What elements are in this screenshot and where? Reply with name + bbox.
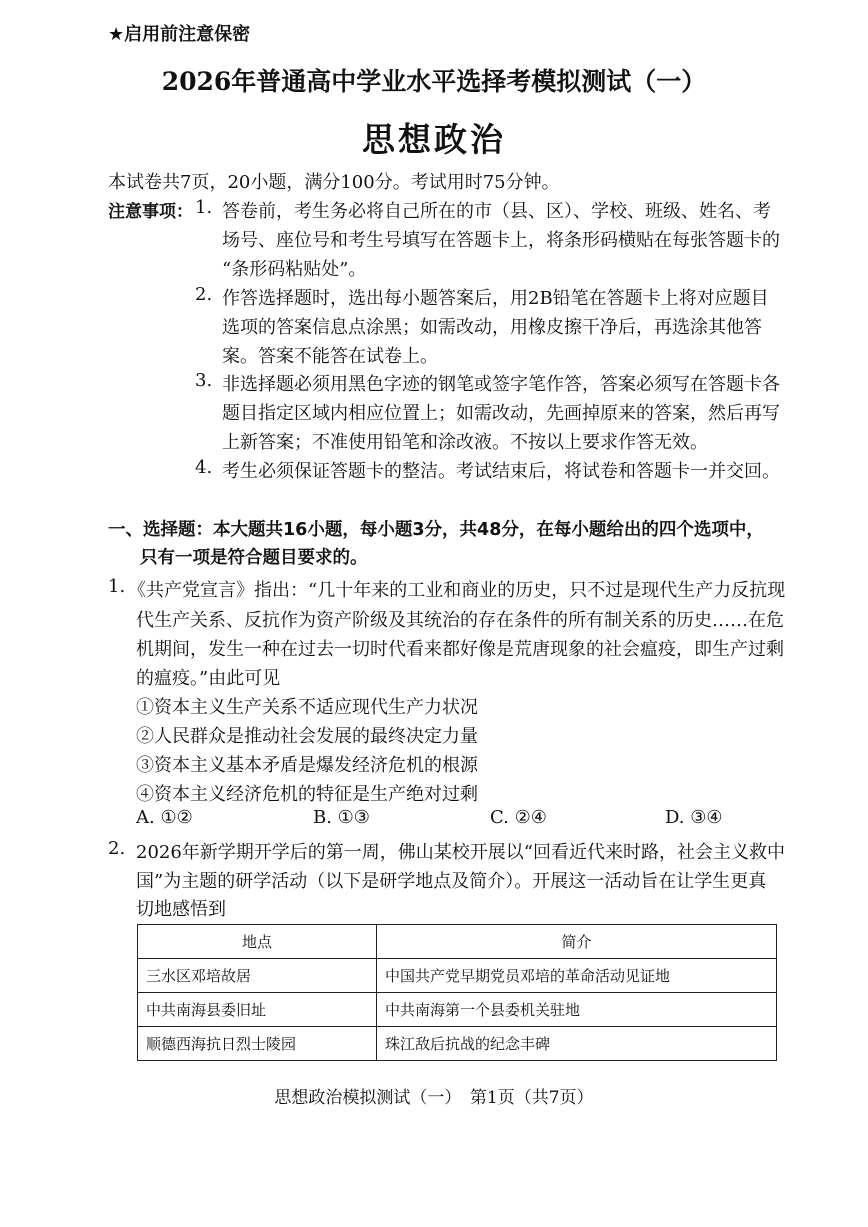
question-text-line: 2026年新学期开学后的第一周，佛山某校开展以“回看近代来时路，社会主义救中: [136, 842, 786, 863]
table-row: [138, 959, 777, 993]
question-text-line: 《共产党宣言》指出：“几十年来的工业和商业的历史，只不过是现代生产力反抗现: [128, 580, 786, 601]
notice-item-line: 非选择题必须用黑色字迹的钢笔或签字笔作答，答案必须写在答题卡各: [222, 374, 780, 395]
section-heading-cont: 只有一项是符合题目要求的。: [140, 548, 368, 568]
question-number: 2.: [108, 838, 126, 859]
answer-option-b: B. ①③: [313, 807, 370, 828]
notice-item-number: 2.: [195, 284, 213, 305]
table-row: [138, 1027, 777, 1061]
notice-label: 注意事项：: [108, 202, 193, 222]
question-text-line: 机期间，发生一种在过去一切时代看来都好像是荒唐现象的社会瘟疫，即生产过剩: [136, 639, 784, 660]
notice-item-line: “条形码粘贴处”。: [222, 259, 367, 280]
answer-option-d: D. ③④: [665, 807, 723, 828]
notice-item-line: 作答选择题时，选出每小题答案后，用2B铅笔在答题卡上将对应题目: [222, 288, 769, 309]
subject-title: 思想政治: [362, 120, 506, 159]
answer-option-c: C. ②④: [490, 807, 547, 828]
question-text-line: 代生产关系、反抗作为资产阶级及其统治的存在条件的所有制关系的历史……在危: [136, 610, 784, 631]
notice-item-line: 考生必须保证答题卡的整洁。考试结束后，将试卷和答题卡一并交回。: [222, 461, 780, 482]
notice-item-line: 选项的答案信息点涂黑；如需改动，用橡皮擦干净后，再选涂其他答: [222, 317, 762, 338]
question-text-line: 国”为主题的研学活动（以下是研学地点及简介）。开展这一活动旨在让学生更真: [136, 871, 767, 892]
notice-item-line: 题目指定区域内相应位置上；如需改动，先画掉原来的答案，然后再写: [222, 403, 780, 424]
notice-item-line: 案。答案不能答在试卷上。: [222, 346, 438, 367]
statement-item: ④资本主义经济危机的特征是生产绝对过剩: [136, 784, 478, 805]
statement-item: ①资本主义生产关系不适应现代生产力状况: [136, 697, 478, 718]
statement-item: ②人民群众是推动社会发展的最终决定力量: [136, 726, 478, 747]
section-heading: 一、选择题：本大题共16小题，每小题3分，共48分，在每小题给出的四个选项中，: [108, 520, 764, 540]
table-cell: 中国共产党早期党员邓培的革命活动见证地: [377, 959, 777, 993]
notice-item-number: 1.: [195, 197, 213, 218]
table-header-row: [138, 925, 777, 959]
table-cell: 中共南海县委旧址: [138, 993, 377, 1027]
notice-item-line: 场号、座位号和考生号填写在答题卡上，将条形码横贴在每张答题卡的: [222, 230, 780, 251]
question-number: 1.: [108, 576, 126, 597]
confidential-mark: ★启用前注意保密: [108, 24, 251, 45]
table-row: [138, 993, 777, 1027]
table-cell: 中共南海第一个县委机关驻地: [377, 993, 777, 1027]
table-cell: 顺德西海抗日烈士陵园: [138, 1027, 377, 1061]
table-cell: 珠江敌后抗战的纪念丰碑: [377, 1027, 777, 1061]
statement-item: ③资本主义基本矛盾是爆发经济危机的根源: [136, 755, 478, 776]
exam-title: 2026年普通高中学业水平选择考模拟测试（一）: [161, 67, 707, 96]
question-text-line: 切地感悟到: [136, 899, 226, 920]
question-text-line: 的瘟疫。”由此可见: [136, 668, 281, 689]
notice-item-line: 答卷前，考生务必将自己所在的市（县、区）、学校、班级、姓名、考: [222, 201, 771, 222]
exam-intro: 本试卷共7页，20小题，满分100分。考试用时75分钟。: [108, 172, 560, 193]
study-sites-table: [137, 924, 777, 1061]
notice-item-line: 上新答案；不准使用铅笔和涂改液。不按以上要求作答无效。: [222, 432, 708, 453]
answer-option-a: A. ①②: [136, 807, 193, 828]
table-header-cell: 地点: [138, 925, 377, 959]
table-cell: 三水区邓培故居: [138, 959, 377, 993]
notice-item-number: 4.: [195, 457, 213, 478]
page-footer: 思想政治模拟测试（一） 第1页（共7页）: [274, 1088, 594, 1108]
table-header-cell: 简介: [377, 925, 777, 959]
notice-item-number: 3.: [195, 370, 213, 391]
